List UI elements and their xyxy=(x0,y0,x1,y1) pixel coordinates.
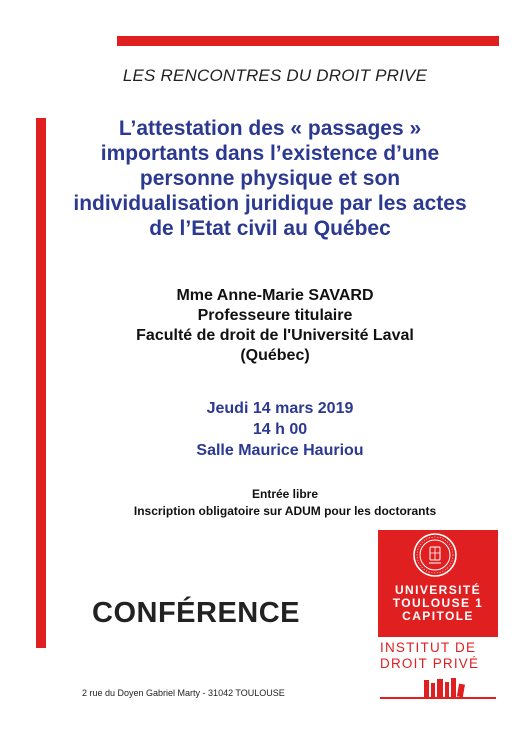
conference-label: CONFÉRENCE xyxy=(92,597,301,629)
institute-line: INSTITUT DE xyxy=(380,640,477,655)
speaker-faculty: Faculté de droit de l'Université Laval xyxy=(136,327,414,344)
university-seal-icon xyxy=(412,532,458,578)
event-room: Salle Maurice Hauriou xyxy=(196,442,364,459)
top-red-bar xyxy=(117,36,499,46)
university-line: UNIVERSITÉ xyxy=(394,583,481,597)
registration-note: Inscription obligatoire sur ADUM pour les doctorants xyxy=(133,504,437,518)
institute-name xyxy=(380,640,500,672)
conference-title xyxy=(40,116,500,241)
speaker-name: Mme Anne-Marie SAVARD xyxy=(176,287,374,304)
series-title: LES RENCONTRES DU DROIT PRIVE xyxy=(122,66,428,85)
entry-note: Entrée libre xyxy=(251,487,319,501)
university-line: CAPITOLE xyxy=(402,609,474,623)
books-icon xyxy=(378,676,498,700)
title-line: L’attestation des « passages » xyxy=(118,117,422,140)
access-info xyxy=(60,486,510,520)
address: 2 rue du Doyen Gabriel Marty - 31042 TOULOUSE xyxy=(82,688,285,698)
title-line: individualisation juridique par les actes xyxy=(73,192,467,215)
speaker-place: (Québec) xyxy=(240,347,310,364)
event-details xyxy=(100,398,460,461)
title-line: importants dans l’existence d’une xyxy=(100,142,440,165)
university-name xyxy=(378,584,498,623)
event-time: 14 h 00 xyxy=(252,421,308,438)
speaker-block xyxy=(70,286,480,366)
speaker-role: Professeure titulaire xyxy=(197,307,353,324)
event-date: Jeudi 14 mars 2019 xyxy=(206,400,354,417)
title-line: personne physique et son xyxy=(139,167,401,190)
title-line: de l’Etat civil au Québec xyxy=(149,217,391,240)
university-line: TOULOUSE 1 xyxy=(392,596,484,610)
institute-line: DROIT PRIVÉ xyxy=(380,656,480,671)
